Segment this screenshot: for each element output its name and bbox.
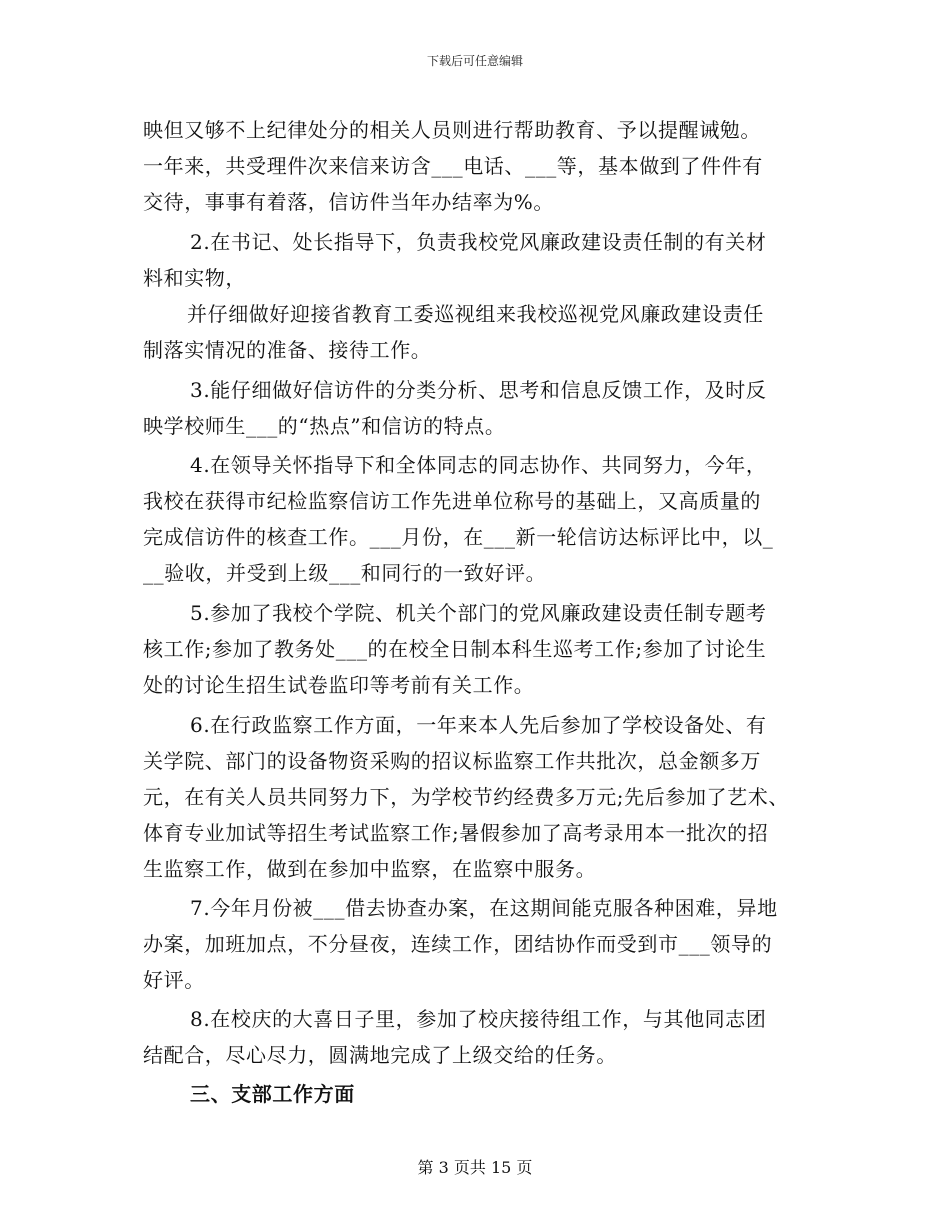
text-line: 办案，加班加点，不分昼夜，连续工作，团结协作而受到市___领导的 bbox=[143, 932, 773, 956]
text-line: 制落实情况的准备、接待工作。 bbox=[143, 338, 432, 362]
section-heading: 三、支部工作方面 bbox=[190, 1082, 355, 1106]
text-line: 4.在领导关怀指导下和全体同志的同志协作、共同努力，今年， bbox=[190, 453, 767, 477]
text-line: 映学校师生___的“热点”和信访的特点。 bbox=[143, 414, 506, 438]
text-line: 3.能仔细做好信访件的分类分析、思考和信息反馈工作，及时反 bbox=[190, 378, 767, 402]
text-line: 5.参加了我校个学院、机关个部门的党风廉政建设责任制专题考 bbox=[190, 601, 767, 625]
text-line: 并仔细做好迎接省教育工委巡视组来我校巡视党风廉政建设责任 bbox=[187, 302, 764, 326]
text-line: 核工作;参加了教务处___的在校全日制本科生巡考工作;参加了讨论生 bbox=[143, 637, 767, 661]
text-line: 6.在行政监察工作方面，一年来本人先后参加了学校设备处、有 bbox=[190, 713, 767, 737]
text-line: 体育专业加试等招生考试监察工作;暑假参加了高考录用本一批次的招 bbox=[143, 821, 769, 845]
text-line: 我校在获得市纪检监察信访工作先进单位称号的基础上，又高质量的 bbox=[143, 489, 761, 513]
text-line: 料和实物， bbox=[143, 266, 246, 290]
text-line: 关学院、部门的设备物资采购的招议标监察工作共批次，总金额多万 bbox=[143, 749, 761, 773]
text-line: 8.在校庆的大喜日子里，参加了校庆接待组工作，与其他同志团 bbox=[190, 1007, 767, 1031]
text-line: 一年来，共受理件次来信来访含___电话、___等，基本做到了件件有 bbox=[143, 154, 763, 178]
text-line: 7.今年月份被___借去协查办案，在这期间能克服各种困难，异地 bbox=[190, 896, 778, 920]
text-line: 映但又够不上纪律处分的相关人员则进行帮助教育、予以提醒诫勉。 bbox=[143, 118, 761, 142]
text-line: 生监察工作，做到在参加中监察，在监察中服务。 bbox=[143, 857, 597, 881]
text-line: 元，在有关人员共同努力下，为学校节约经费多万元;先后参加了艺术、 bbox=[143, 785, 789, 809]
text-line: 交待，事事有着落，信访件当年办结率为%。 bbox=[143, 190, 555, 214]
text-line: 处的讨论生招生试卷监印等考前有关工作。 bbox=[143, 673, 535, 697]
text-line: __验收，并受到上级___和同行的一致好评。 bbox=[143, 561, 547, 585]
text-line: 好评。 bbox=[143, 968, 205, 992]
text-line: 2.在书记、处长指导下，负责我校党风廉政建设责任制的有关材 bbox=[190, 230, 767, 254]
page-header: 下载后可任意编辑 bbox=[426, 54, 523, 68]
text-line: 完成信访件的核查工作。___月份，在___新一轮信访达标评比中，以_ bbox=[143, 525, 774, 549]
page-footer: 第 3 页共 15 页 bbox=[417, 1158, 533, 1177]
text-line: 结配合，尽心尽力，圆满地完成了上级交给的任务。 bbox=[143, 1043, 617, 1067]
